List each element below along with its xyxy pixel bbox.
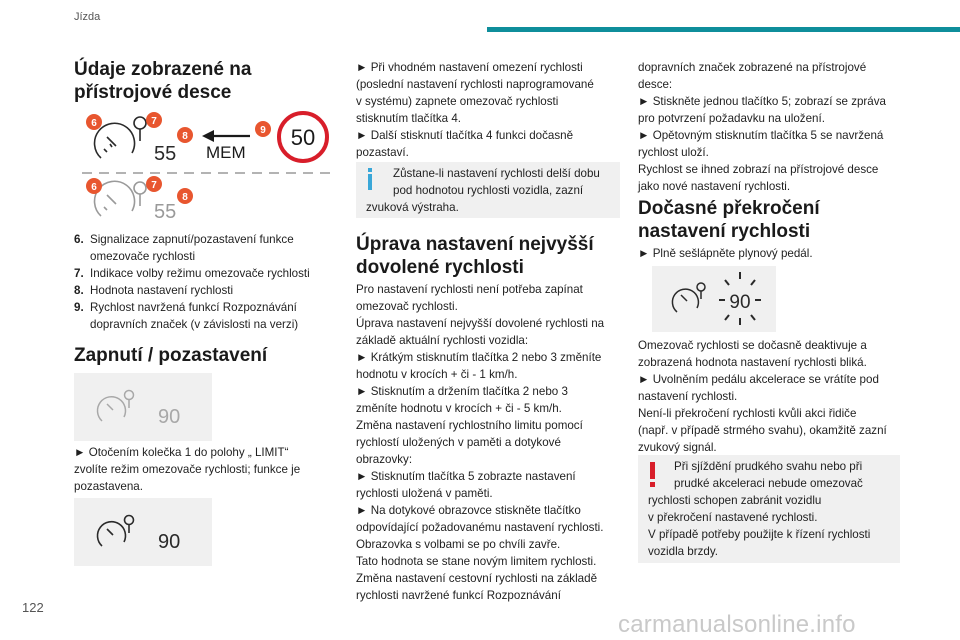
panel-speed-value: 90 [158, 531, 181, 553]
heading-temporary-exceed: Dočasné překročení nastavení rychlosti [638, 198, 820, 242]
heading-display-data [74, 58, 334, 104]
paragraph-deactivation: Omezovač rychlosti se dočasně deaktivuje a zobrazená hodnota nastavení rychlosti bliká. ► Uvolněním pedálu akcelerace se vrátíte pod nastavení rychlosti. Není-li překročení rychlosti kvůli akci řidiče (např. v případě strmého svahu), okamžitě zazní zvukový signál. [638, 339, 887, 454]
svg-text:6: 6 [91, 118, 97, 129]
heading-activation: Zapnutí / pozastavení [74, 345, 268, 366]
heading-line: Údaje zobrazené na [74, 59, 252, 80]
svg-text:8: 8 [182, 131, 188, 142]
list-item: 8. Hodnota nastavení rychlosti [74, 284, 234, 297]
paragraph-adjust-limit: Pro nastavení rychlosti není potřeba zapínat omezovač rychlosti. Úprava nastavení nejvyšší dovolené rychlosti na základě aktuální rychlosti vozidla: ► Krátkým stisknutím tlačítka 2 nebo 3 změníte hodnotu v krocích + či - 1 km/h. ► Stisknutím a držením tlačítka 2 nebo 3 změníte hodnotu v krocích + či - 5 km/h. Změna nastavení rychlostního limitu pomocí rychlostí uložených v paměti a dotykové obrazovky: ► Stisknutím tlačítka 5 zobrazte nastavení rychlosti uložená v paměti. ► Na dotykové obrazovce stiskněte tlačítko odpovídající požadovanému nastavení rychlosti. Obrazovka s volbami se po chvíli zavře. Tato hodnota se stane novým limitem rychlosti. Změna nastavení cestovní rychlosti na základě rychlosti navržené funkcí Rozpoznávání [356, 283, 605, 602]
watermark: carmanualsonline.info [618, 611, 856, 638]
svg-text:9: 9 [260, 125, 266, 136]
list-item: 7. Indikace volby režimu omezovače rychlosti [74, 267, 310, 280]
panel-speed-value: 90 [158, 406, 181, 428]
display-panel-limiter [74, 498, 212, 566]
heading-adjust-limit: Úprava nastavení nejvyšší dovolené rychlosti [356, 234, 594, 278]
warning-note: Při sjíždění prudkého svahu nebo při prudké akceleraci nebude omezovač rychlosti schopen zabránit vozidlu v překročení nastavené rychlosti. V případě potřeby použijte k řízení rychlosti vozidla brzdy. [638, 455, 900, 563]
set-speed-bottom: 55 [154, 201, 177, 223]
legend-list [74, 231, 336, 333]
instrument-display-diagram [74, 108, 336, 228]
speedometer-inactive-icon [95, 181, 146, 216]
heading-line: přístrojové desce [74, 82, 232, 103]
panel-speed-value: 90 [729, 292, 751, 313]
svg-text:7: 7 [151, 116, 157, 127]
page-number: 122 [22, 600, 44, 615]
paragraph-limit-wheel: ► Otočením kolečka 1 do polohy „ LIMIT“ zvolíte režim omezovače rychlosti; funkce je pozastavena. [74, 446, 301, 493]
callout-badge [86, 178, 102, 194]
header-accent-bar [487, 27, 960, 32]
speedometer-icon [95, 117, 146, 158]
info-note: Zůstane-li nastavení rychlosti delší dobu pod hodnotou rychlosti vozidla, zazní zvuková výstraha. [356, 162, 620, 218]
display-panel-blinking [652, 266, 776, 332]
speedometer-icon [652, 266, 776, 332]
warning-icon [650, 462, 656, 488]
section-label: Jízda [74, 11, 101, 23]
speedometer-inactive-icon [74, 373, 212, 441]
mem-label: MEM [206, 143, 246, 162]
speed-limit-sign-icon [279, 113, 327, 161]
info-icon [366, 168, 374, 192]
callout-badge [146, 112, 162, 128]
set-speed-top: 55 [154, 143, 177, 165]
callout-badge [146, 176, 162, 192]
paragraph-traffic-sign: dopravních značek zobrazené na přístrojové desce: ► Stiskněte jednou tlačítko 5; zobrazí se zpráva pro potvrzení požadavku na uložení. ► Opětovným stisknutím tlačítka 5 se navržená rychlost uloží. Rychlost se ihned zobrazí na přístrojové desce jako nové nastavení rychlosti. [638, 61, 886, 193]
speedometer-icon [74, 498, 212, 566]
callout-badge [177, 188, 193, 204]
paragraph-activation: ► Při vhodném nastavení omezení rychlosti (poslední nastavení rychlosti naprogramované v systému) zapnete omezovač rychlosti stisknutím tlačítka 4. ► Další stisknutí tlačítka 4 funkci dočasně pozastaví. [356, 61, 594, 159]
svg-text:8: 8 [182, 192, 188, 203]
arrow-left-icon [202, 130, 250, 142]
svg-text:7: 7 [151, 180, 157, 191]
limit-sign-value: 50 [290, 125, 316, 150]
callout-badge [177, 127, 193, 143]
svg-text:6: 6 [91, 182, 97, 193]
callout-badge [86, 114, 102, 130]
callout-badge [255, 121, 271, 137]
display-panel-suspended [74, 373, 212, 441]
instruction-pedal: ► Plně sešlápněte plynový pedál. [638, 247, 813, 260]
list-item: 6. Signalizace zapnutí/pozastavení funkce omezovače rychlosti [74, 233, 294, 263]
list-item: 9. Rychlost navržená funkcí Rozpoznávání dopravních značek (v závislosti na verzi) [74, 301, 299, 331]
